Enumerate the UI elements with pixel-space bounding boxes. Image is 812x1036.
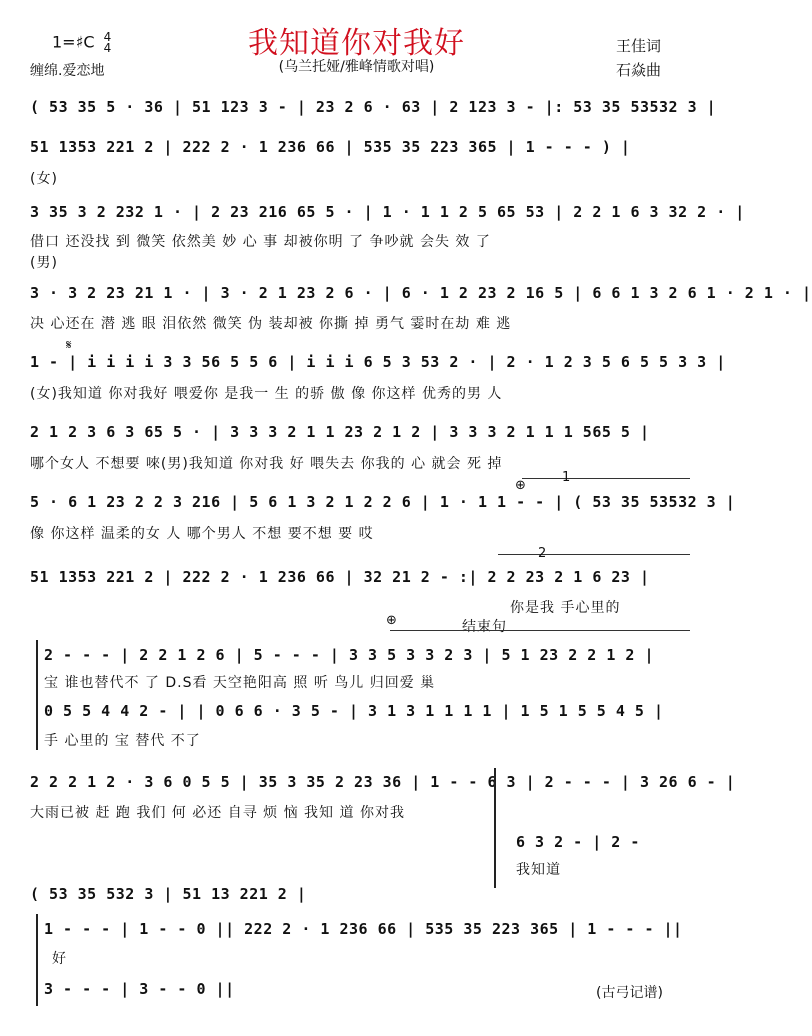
lyric-line-11: 好 — [52, 951, 67, 967]
lyric-line-10: 我知道 — [516, 862, 561, 878]
voice-label-male: (男) — [30, 255, 58, 271]
lyric-line-3: (女)我知道 你对我好 喂爱你 是我一 生 的骄 傲 像 你这样 优秀的男 人 — [30, 386, 503, 402]
score-line-15: 3 - - - | 3 - - 0 || — [44, 980, 235, 998]
lyric-line-2: 决 心还在 潜 逃 眼 泪依然 微笑 伪 装却被 你撕 掉 勇气 霎时在劫 难 逃 — [30, 316, 512, 332]
system-bracket — [494, 768, 496, 888]
score-line-2: 51 1353 221 2 | 222 2 · 1 236 66 | 535 35 223 365 | 1 - - - ) | — [30, 138, 631, 156]
score-line-12: 6 3 2 - | 2 - — [516, 833, 640, 851]
system-bracket — [36, 640, 38, 750]
song-title: 我知道你对我好 — [248, 26, 465, 61]
score-line-7: 5 · 6 1 23 2 2 3 216 | 5 6 1 3 2 1 2 2 6 | 1 · 1 1 - - | ( 53 35 53532 3 | — [30, 493, 736, 511]
score-line-4: 3 · 3 2 23 21 1 · | 3 · 2 1 23 2 6 · | 6 · 1 2 23 2 16 5 | 6 6 1 3 2 6 1 · 2 1 · | — [30, 284, 812, 302]
composer: 石焱曲 — [616, 61, 662, 79]
segno-icon: 𝄋 — [66, 338, 72, 353]
score-line-14: 1 - - - | 1 - - 0 || 222 2 · 1 236 66 | 535 35 223 365 | 1 - - - || — [44, 920, 683, 938]
coda-icon: ⊕ — [386, 613, 397, 628]
performance-style: 缠绵.爱恋地 — [30, 63, 105, 79]
volta-number-1: 1 — [562, 470, 571, 485]
system-bracket — [36, 914, 38, 1006]
score-line-3: 3 35 3 2 232 1 · | 2 23 216 65 5 · | 1 · 1 1 2 5 65 53 | 2 2 1 6 3 32 2 · | — [30, 203, 745, 221]
time-bottom: 4 — [103, 41, 112, 55]
key-text: 1=♯C — [52, 32, 95, 52]
lyric-line-7: 宝 谁也替代不 了 D.S看 天空艳阳高 照 听 鸟儿 归回爱 巢 — [44, 675, 436, 691]
voice-label-female: (女) — [30, 171, 58, 187]
transcriber-credit: (古弓记谱) — [596, 985, 663, 1001]
score-line-1: ( 53 35 5 · 36 | 51 123 3 - | 23 2 6 · 63 | 2 123 3 - |: 53 35 53532 3 | — [30, 98, 717, 116]
score-line-5: 1 - | i i i i 3 3 56 5 5 6 | i i i 6 5 3 53 2 · | 2 · 1 2 3 5 6 5 5 3 3 | — [30, 353, 726, 371]
volta-number-2: 2 — [538, 546, 547, 561]
lyricist: 王佳词 — [616, 37, 662, 55]
ending-bracket — [390, 630, 690, 631]
score-line-10: 0 5 5 4 4 2 - | | 0 6 6 · 3 5 - | 3 1 3 1 1 1 1 | 1 5 1 5 5 4 5 | — [44, 702, 664, 720]
score-line-13: ( 53 35 532 3 | 51 13 221 2 | — [30, 885, 307, 903]
score-line-8: 51 1353 221 2 | 222 2 · 1 236 66 | 32 21 2 - :| 2 2 23 2 1 6 23 | — [30, 568, 650, 586]
volta-bracket-2 — [498, 554, 690, 555]
ending-label: 结束句 — [462, 619, 507, 635]
lyric-line-4: 哪个女人 不想要 唻(男)我知道 你对我 好 喂失去 你我的 心 就会 死 掉 — [30, 456, 503, 472]
coda-icon: ⊕ — [515, 478, 526, 493]
score-line-6: 2 1 2 3 6 3 65 5 · | 3 3 3 2 1 1 23 2 1 2 | 3 3 3 2 1 1 1 565 5 | — [30, 423, 650, 441]
lyric-line-9: 大雨已被 赶 跑 我们 何 必还 自寻 烦 恼 我知 道 你对我 — [30, 805, 405, 821]
score-line-9: 2 - - - | 2 2 1 2 6 | 5 - - - | 3 3 5 3 3 2 3 | 5 1 23 2 2 1 2 | — [44, 646, 654, 664]
time-top: 4 — [103, 30, 112, 44]
lyric-line-8: 手 心里的 宝 替代 不了 — [44, 733, 201, 749]
lyric-line-6: 你是我 手心里的 — [510, 600, 621, 616]
lyric-line-5: 像 你这样 温柔的女 人 哪个男人 不想 要不想 要 哎 — [30, 526, 374, 542]
volta-bracket-1 — [522, 478, 690, 479]
lyric-line-1: 借口 还没找 到 微笑 依然美 妙 心 事 却被你明 了 争吵就 会失 效 了 — [30, 234, 491, 250]
score-line-11: 2 2 2 1 2 · 3 6 0 5 5 | 35 3 35 2 23 36 | 1 - - 6 3 | 2 - - - | 3 26 6 - | — [30, 773, 736, 791]
song-subtitle: (乌兰托娅/雅峰情歌对唱) — [278, 59, 435, 75]
